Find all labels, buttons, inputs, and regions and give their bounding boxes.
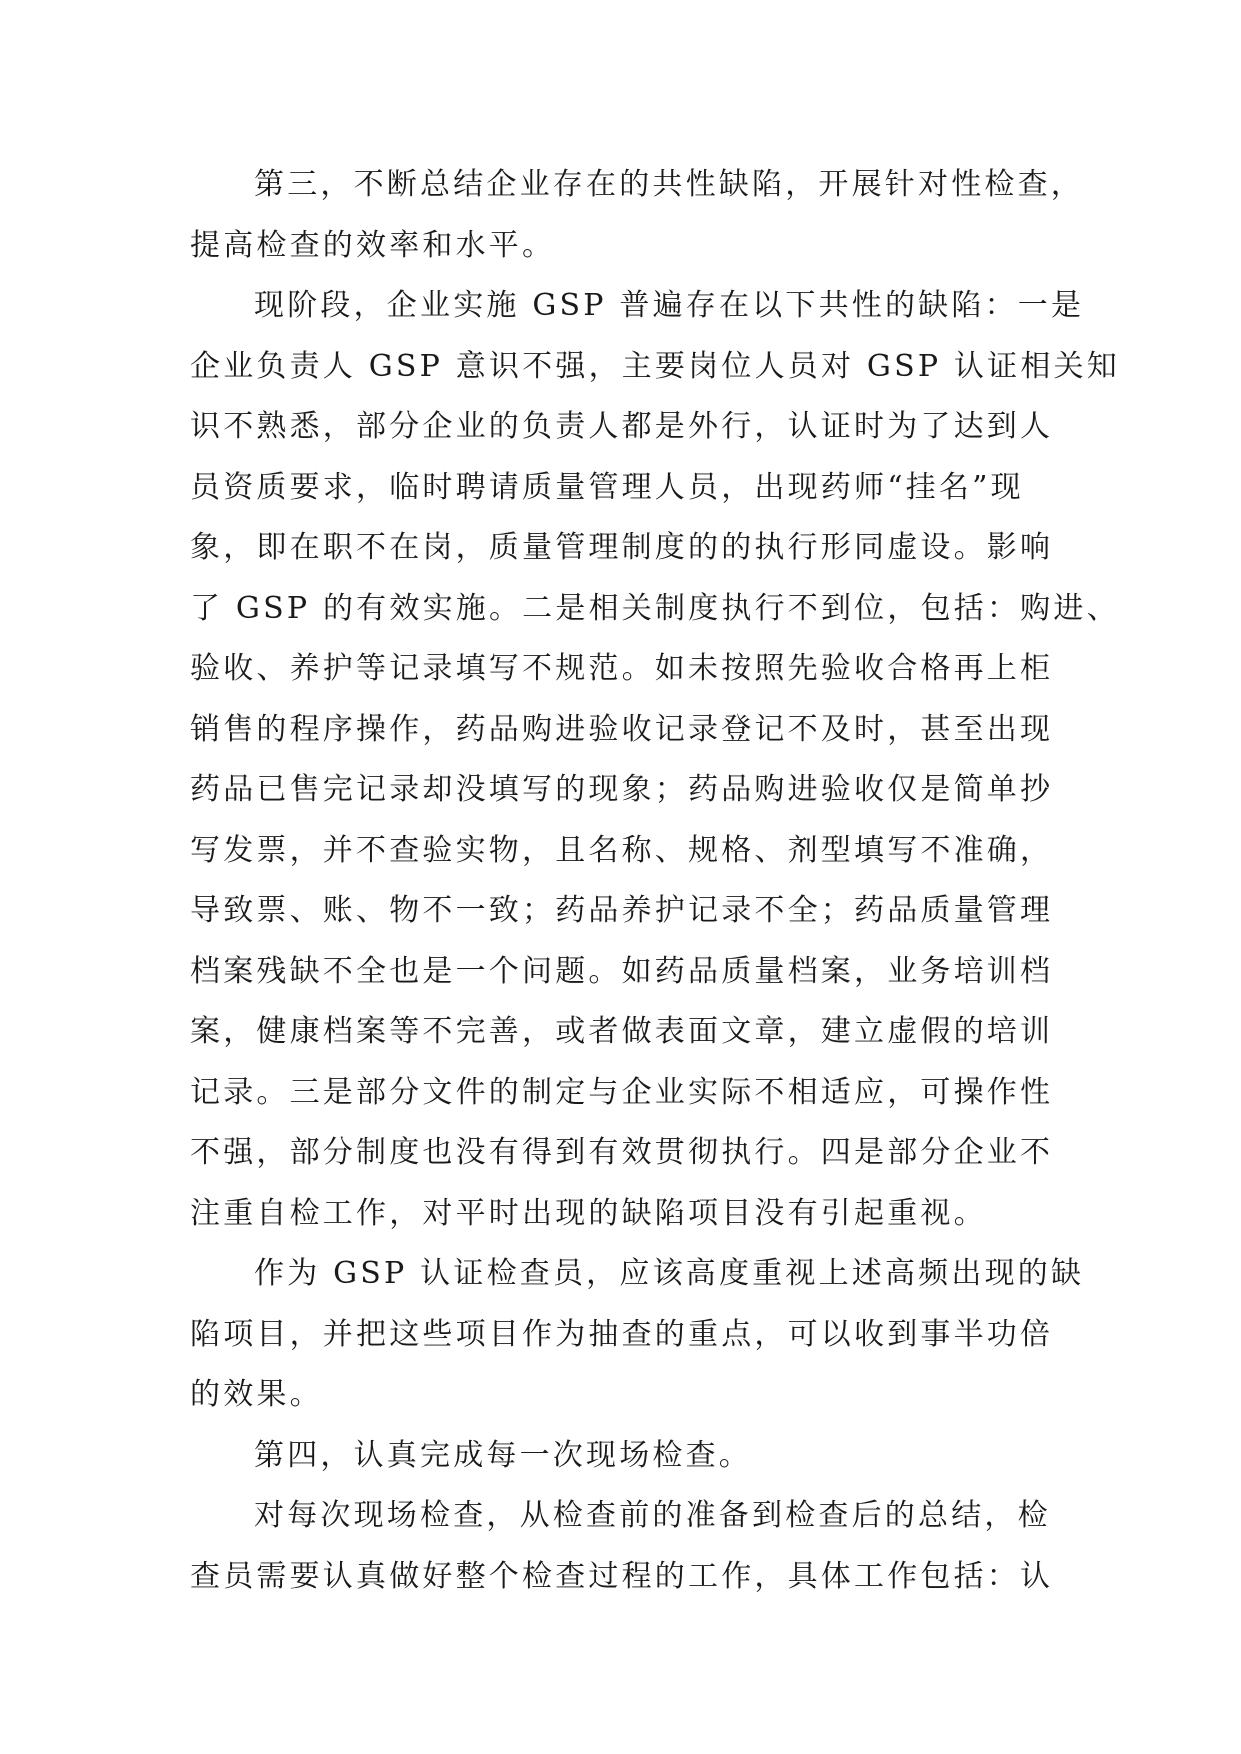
text-line: 员资质要求，临时聘请质量管理人员，出现药师“挂名”现	[190, 469, 1024, 505]
text-line: 识不熟悉，部分企业的负责人都是外行，认证时为了达到人	[190, 409, 1054, 444]
text-line: 写发票，并不查验实物，且名称、规格、剂型填写不准确，	[190, 832, 1054, 868]
text-line: 第四，认真完成每一次现场检查。	[254, 1437, 752, 1473]
text-line: 第三，不断总结企业存在的共性缺陷，开展针对性检查，	[254, 167, 1084, 202]
text-line: 导致票、账、物不一致；药品养护记录不全；药品质量管理	[190, 893, 1054, 928]
text-line: 案，健康档案等不完善，或者做表面文章，建立虚假的培训	[190, 1014, 1054, 1049]
text-line: 企业负责人 GSP 意识不强，主要岗位人员对 GSP 认证相关知	[190, 348, 1120, 384]
text-line: 了 GSP 的有效实施。二是相关制度执行不到位，包括：购进、	[190, 590, 1120, 626]
text-line: 的效果。	[190, 1377, 323, 1412]
text-line: 不强，部分制度也没有得到有效贯彻执行。四是部分企业不	[190, 1135, 1054, 1170]
text-line: 药品已售完记录却没填写的现象；药品购进验收仅是简单抄	[190, 772, 1054, 807]
document-body	[190, 155, 1120, 1607]
text-line: 提高检查的效率和水平。	[190, 227, 556, 263]
text-line: 查员需要认真做好整个检查过程的工作，具体工作包括：认	[190, 1558, 1054, 1594]
text-line: 现阶段，企业实施 GSP 普遍存在以下共性的缺陷：一是	[254, 288, 1085, 323]
text-line: 对每次现场检查，从检查前的准备到检查后的总结，检	[254, 1498, 1051, 1533]
text-line: 档案残缺不全也是一个问题。如药品质量档案，业务培训档	[190, 953, 1054, 989]
text-line: 销售的程序操作，药品购进验收记录登记不及时，甚至出现	[190, 711, 1054, 747]
text-line: 陷项目，并把这些项目作为抽查的重点，可以收到事半功倍	[190, 1316, 1054, 1352]
text-line: 记录。三是部分文件的制定与企业实际不相适应，可操作性	[190, 1074, 1054, 1110]
text-line: 注重自检工作，对平时出现的缺陷项目没有引起重视。	[190, 1195, 987, 1231]
text-line: 象，即在职不在岗，质量管理制度的的执行形同虚设。影响	[190, 530, 1054, 565]
text-line: 验收、养护等记录填写不规范。如未按照先验收合格再上柜	[190, 651, 1054, 686]
text-line: 作为 GSP 认证检查员，应该高度重视上述高频出现的缺	[254, 1256, 1085, 1291]
